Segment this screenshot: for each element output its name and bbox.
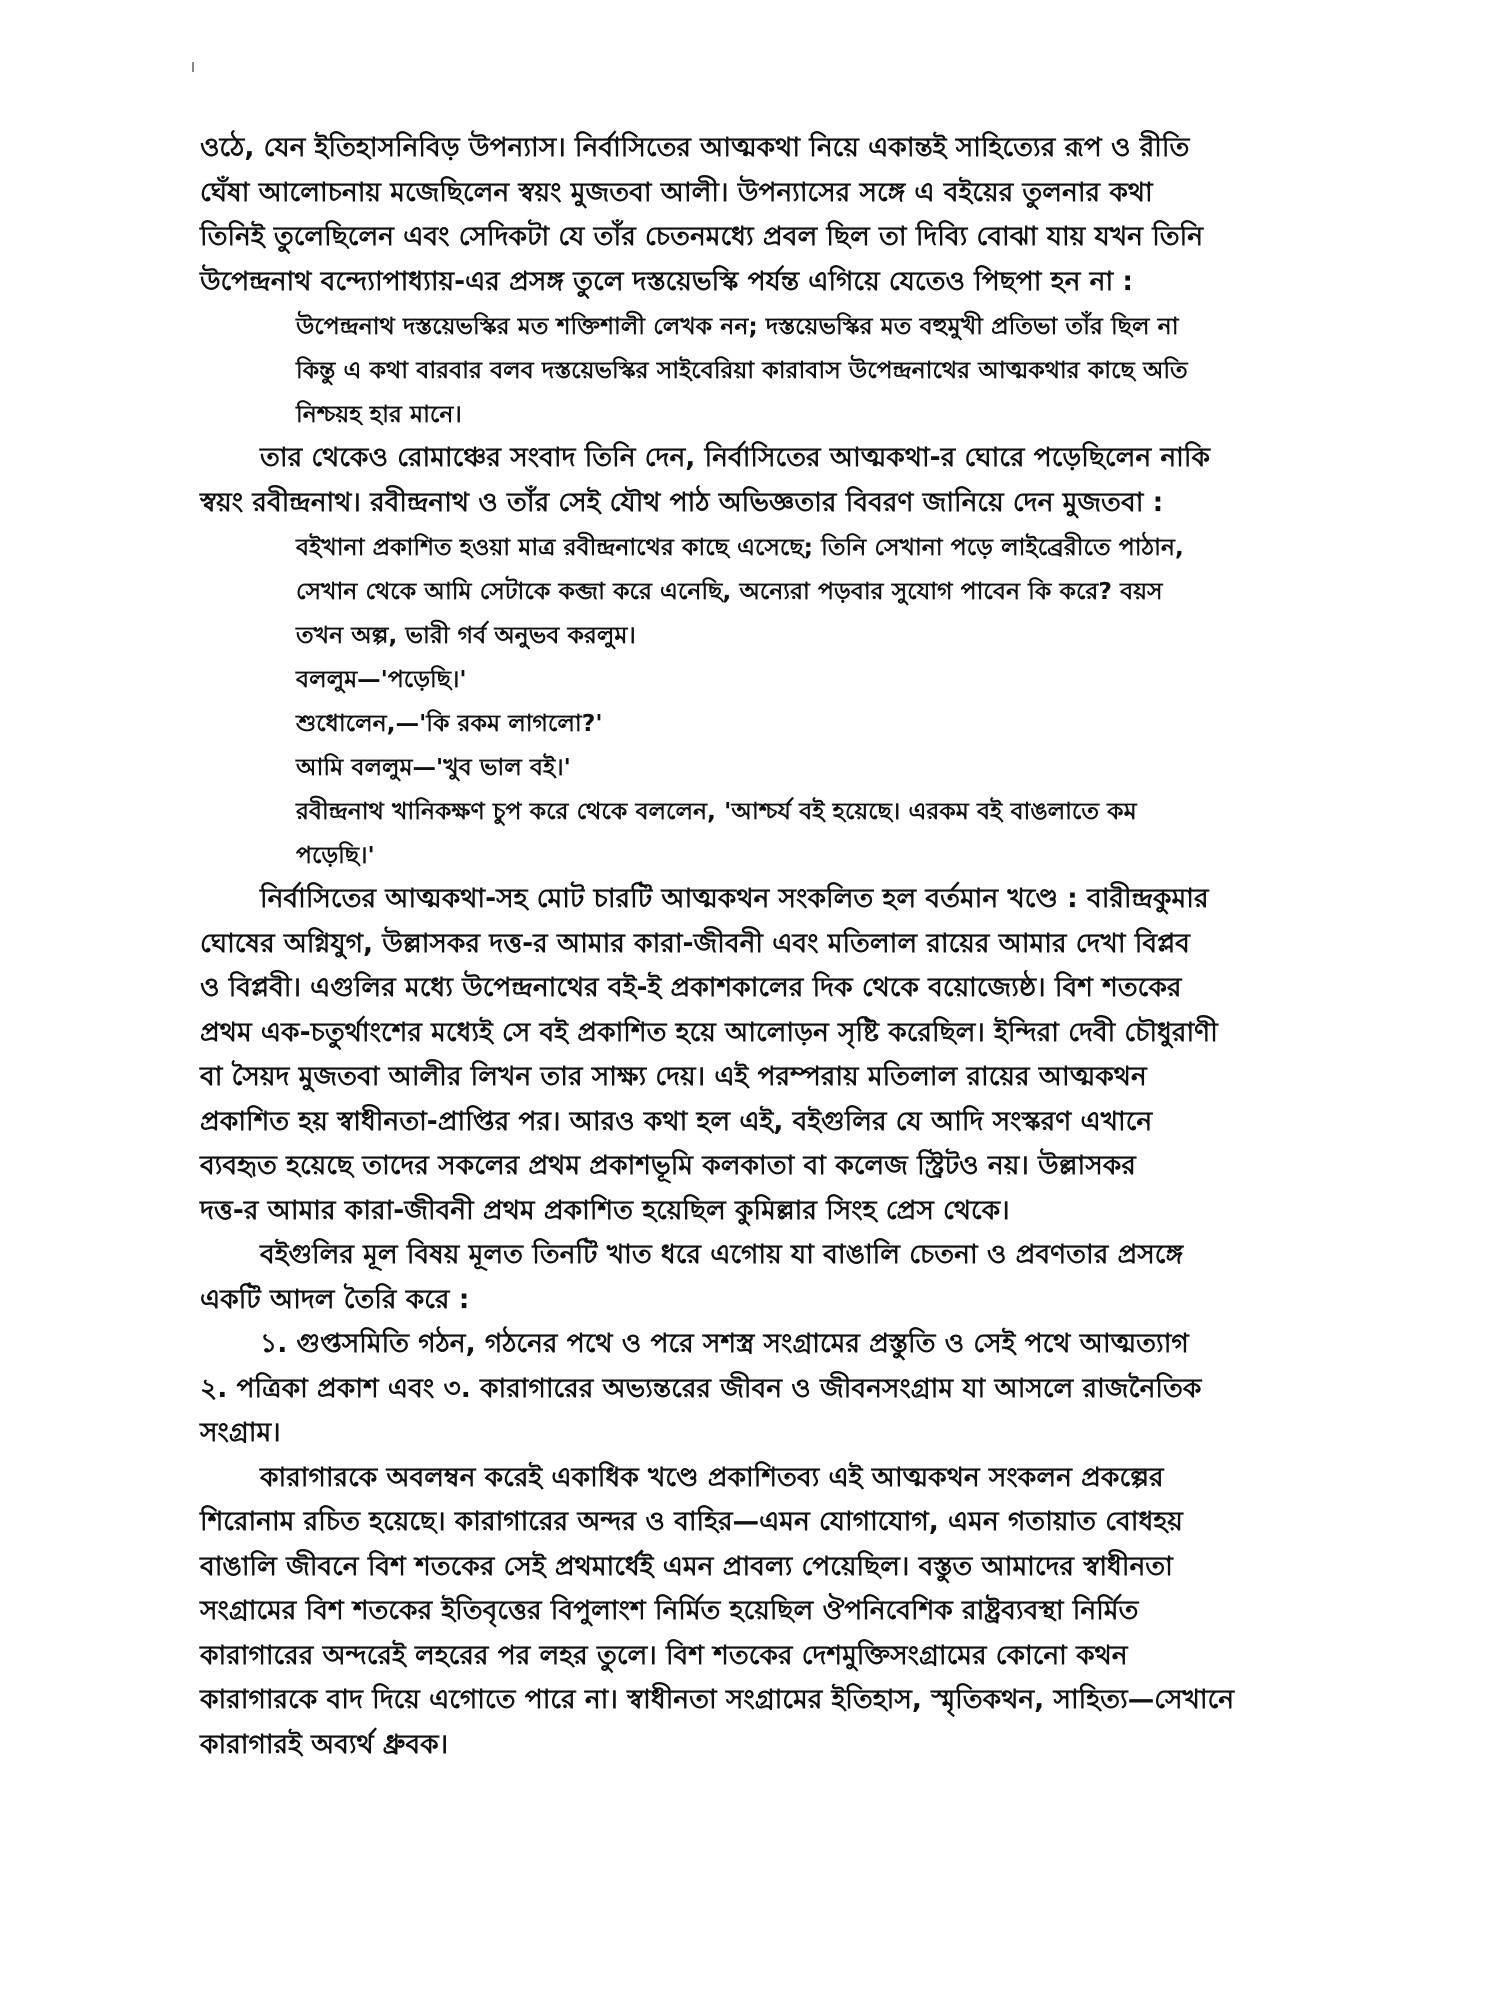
quote-rabindranath-dialogue	[296, 525, 1320, 877]
text-line: ২. পত্রিকা প্রকাশ এবং ৩. কারাগারের অভ্যন্তরের জীবন ও জীবনসংগ্রাম যা আসলে রাজনৈতিক	[200, 1372, 1202, 1404]
paragraph-rabindranath	[200, 436, 1320, 525]
text-line: দত্ত-র আমার কারা-জীবনী প্রথম প্রকাশিত হয়েছিল কুমিল্লার সিংহ প্রেস থেকে।	[200, 1194, 1010, 1226]
quote-dostoevsky	[296, 304, 1320, 436]
text-line: সংগ্রাম।	[200, 1417, 281, 1448]
text-line: নির্বাসিতের আত্মকথা-সহ মোট চারটি আত্মকথন সংকলিত হল বর্তমান খণ্ডে : বারীন্দ্রকুমার	[260, 883, 1209, 914]
text-line: কারাগারকে বাদ দিয়ে এগোতে পারে না। স্বাধীনতা সংগ্রামের ইতিহাস, স্মৃতিকথন, সাহিত্য—সেখানে	[200, 1684, 1235, 1715]
text-line: স্বয়ং রবীন্দ্রনাথ। রবীন্দ্রনাথ ও তাঁর সেই যৌথ পাঠ অভিজ্ঞতার বিবরণ জানিয়ে দেন মুজতবা :	[200, 486, 1164, 518]
text-line: সংগ্রামের বিশ শতকের ইতিবৃত্তের বিপুলাংশ নির্মিত হয়েছিল ঔপনিবেশিক রাষ্ট্রব্যবস্থা নির্মিত	[200, 1595, 1139, 1626]
quote-line: শুধোলেন,—'কি রকম লাগলো?'	[296, 709, 603, 737]
text-line: ঘোষের অগ্নিযুগ, উল্লাসকর দত্ত-র আমার কারা-জীবনী এবং মতিলাল রায়ের আমার দেখা বিপ্লব	[200, 927, 1190, 959]
quote-line: আমি বললুম—'খুব ভাল বই।'	[296, 753, 571, 781]
text-line: বা সৈয়দ মুজতবা আলীর লিখন তার সাক্ষ্য দেয়। এই পরম্পরায় মতিলাল রায়ের আত্মকথন	[200, 1061, 1147, 1092]
text-line: শিরোনাম রচিত হয়েছে। কারাগারের অন্দর ও বাহির—এমন যোগাযোগ, এমন গতায়াত বোধহয়	[200, 1506, 1183, 1537]
scan-mark	[192, 62, 194, 72]
text-line: বাঙালি জীবনে বিশ শতকের সেই প্রথমার্ধেই এমন প্রাবল্য পেয়েছিল। বস্তুত আমাদের স্বাধীনতা	[200, 1550, 1173, 1582]
text-line: প্রথম এক-চতুর্থাংশের মধ্যেই সে বই প্রকাশিত হয়ে আলোড়ন সৃষ্টি করেছিল। ইন্দিরা দেবী চৌধুরাণী	[200, 1016, 1218, 1048]
paragraph-prison	[200, 1456, 1320, 1768]
text-line: কারাগারের অন্দরেই লহরের পর লহর তুলে। বিশ শতকের দেশমুক্তিসংগ্রামের কোনো কথন	[200, 1639, 1128, 1671]
text-line: প্রকাশিত হয় স্বাধীনতা-প্রাপ্তির পর। আরও কথা হল এই, বইগুলির যে আদি সংস্করণ এখানে	[200, 1105, 1153, 1137]
paragraph-four-memoirs	[200, 877, 1320, 1233]
quote-line: তখন অল্প, ভারী গর্ব অনুভব করলুম।	[296, 621, 636, 649]
quote-line: কিন্তু এ কথা বারবার বলব দস্তয়েভস্কির সাইবেরিয়া কারাবাস উপেন্দ্রনাথের আত্মকথার কাছে অতি	[296, 356, 1188, 384]
text-line: ও বিপ্লবী। এগুলির মধ্যে উপেন্দ্রনাথের বই-ই প্রকাশকালের দিক থেকে বয়োজ্যেষ্ঠ। বিশ শতকের	[200, 972, 1182, 1003]
text-line: তিনিই তুলেছিলেন এবং সেদিকটা যে তাঁর চেতনমধ্যে প্রবল ছিল তা দিব্যি বোঝা যায় যখন তিনি	[200, 221, 1204, 252]
quote-line: বললুম—'পড়েছি।'	[296, 665, 467, 693]
text-line: ঘেঁষা আলোচনায় মজেছিলেন স্বয়ং মুজতবা আলী। উপন্যাসের সঙ্গে এ বইয়ের তুলনার কথা	[200, 176, 1153, 208]
text-line: ১. গুপ্তসমিতি গঠন, গঠনের পথে ও পরে সশস্ত্র সংগ্রামের প্রস্তুতি ও সেই পথে আত্মত্যাগ	[260, 1328, 1189, 1359]
text-line: কারাগারকে অবলম্বন করেই একাধিক খণ্ডে প্রকাশিতব্য এই আত্মকথন সংকলন প্রকল্পের	[260, 1461, 1164, 1493]
text-line: ব্যবহৃত হয়েছে তাদের সকলের প্রথম প্রকাশভূমি কলকাতা বা কলেজ স্ট্রিটও নয়। উল্লাসকর	[200, 1150, 1136, 1181]
quote-line: সেখান থেকে আমি সেটাকে কব্জা করে এনেছি, অন্যেরা পড়বার সুযোগ পাবেন কি করে? বয়স	[296, 577, 1163, 605]
text-line: উপেন্দ্রনাথ বন্দ্যোপাধ্যায়-এর প্রসঙ্গ তুলে দস্তয়েভস্কি পর্যন্ত এগিয়ে যেতেও পিছপা হন না :	[200, 265, 1134, 297]
text-line: কারাগারই অব্যর্থ ধ্রুবক।	[200, 1728, 449, 1760]
paragraph-mujtaba-novel	[200, 126, 1320, 304]
quote-line: রবীন্দ্রনাথ খানিকক্ষণ চুপ করে থেকে বললেন, 'আশ্চর্য বই হয়েছে। এরকম বই বাঙলাতে কম	[296, 797, 1137, 825]
paragraph-themes-intro	[200, 1233, 1320, 1322]
text-line: বইগুলির মূল বিষয় মূলত তিনটি খাত ধরে এগোয় যা বাঙালি চেতনা ও প্রবণতার প্রসঙ্গে	[260, 1239, 1184, 1270]
text-line: তার থেকেও রোমাঞ্চের সংবাদ তিনি দেন, নির্বাসিতের আত্মকথা-র ঘোরে পড়েছিলেন নাকি	[260, 442, 1210, 473]
text-line: ওঠে, যেন ইতিহাসনিবিড় উপন্যাস। নির্বাসিতের আত্মকথা নিয়ে একান্তই সাহিত্যের রূপ ও রীতি	[200, 132, 1190, 163]
text-line: একটি আদল তৈরি করে :	[200, 1283, 470, 1315]
quote-line: নিশ্চয়হ হার মানে।	[296, 400, 462, 428]
quote-line: বইখানা প্রকাশিত হওয়া মাত্র রবীন্দ্রনাথের কাছে এসেছে; তিনি সেখানা পড়ে লাইব্রেরীতে পাঠান,	[296, 533, 1184, 561]
quote-line: পড়েছি।'	[296, 841, 375, 869]
paragraph-themes-list	[200, 1322, 1320, 1456]
quote-line: উপেন্দ্রনাথ দস্তয়েভস্কির মত শক্তিশালী লেখক নন; দস্তয়েভস্কির মত বহুমুখী প্রতিভা তাঁর ছিল না	[296, 312, 1179, 340]
